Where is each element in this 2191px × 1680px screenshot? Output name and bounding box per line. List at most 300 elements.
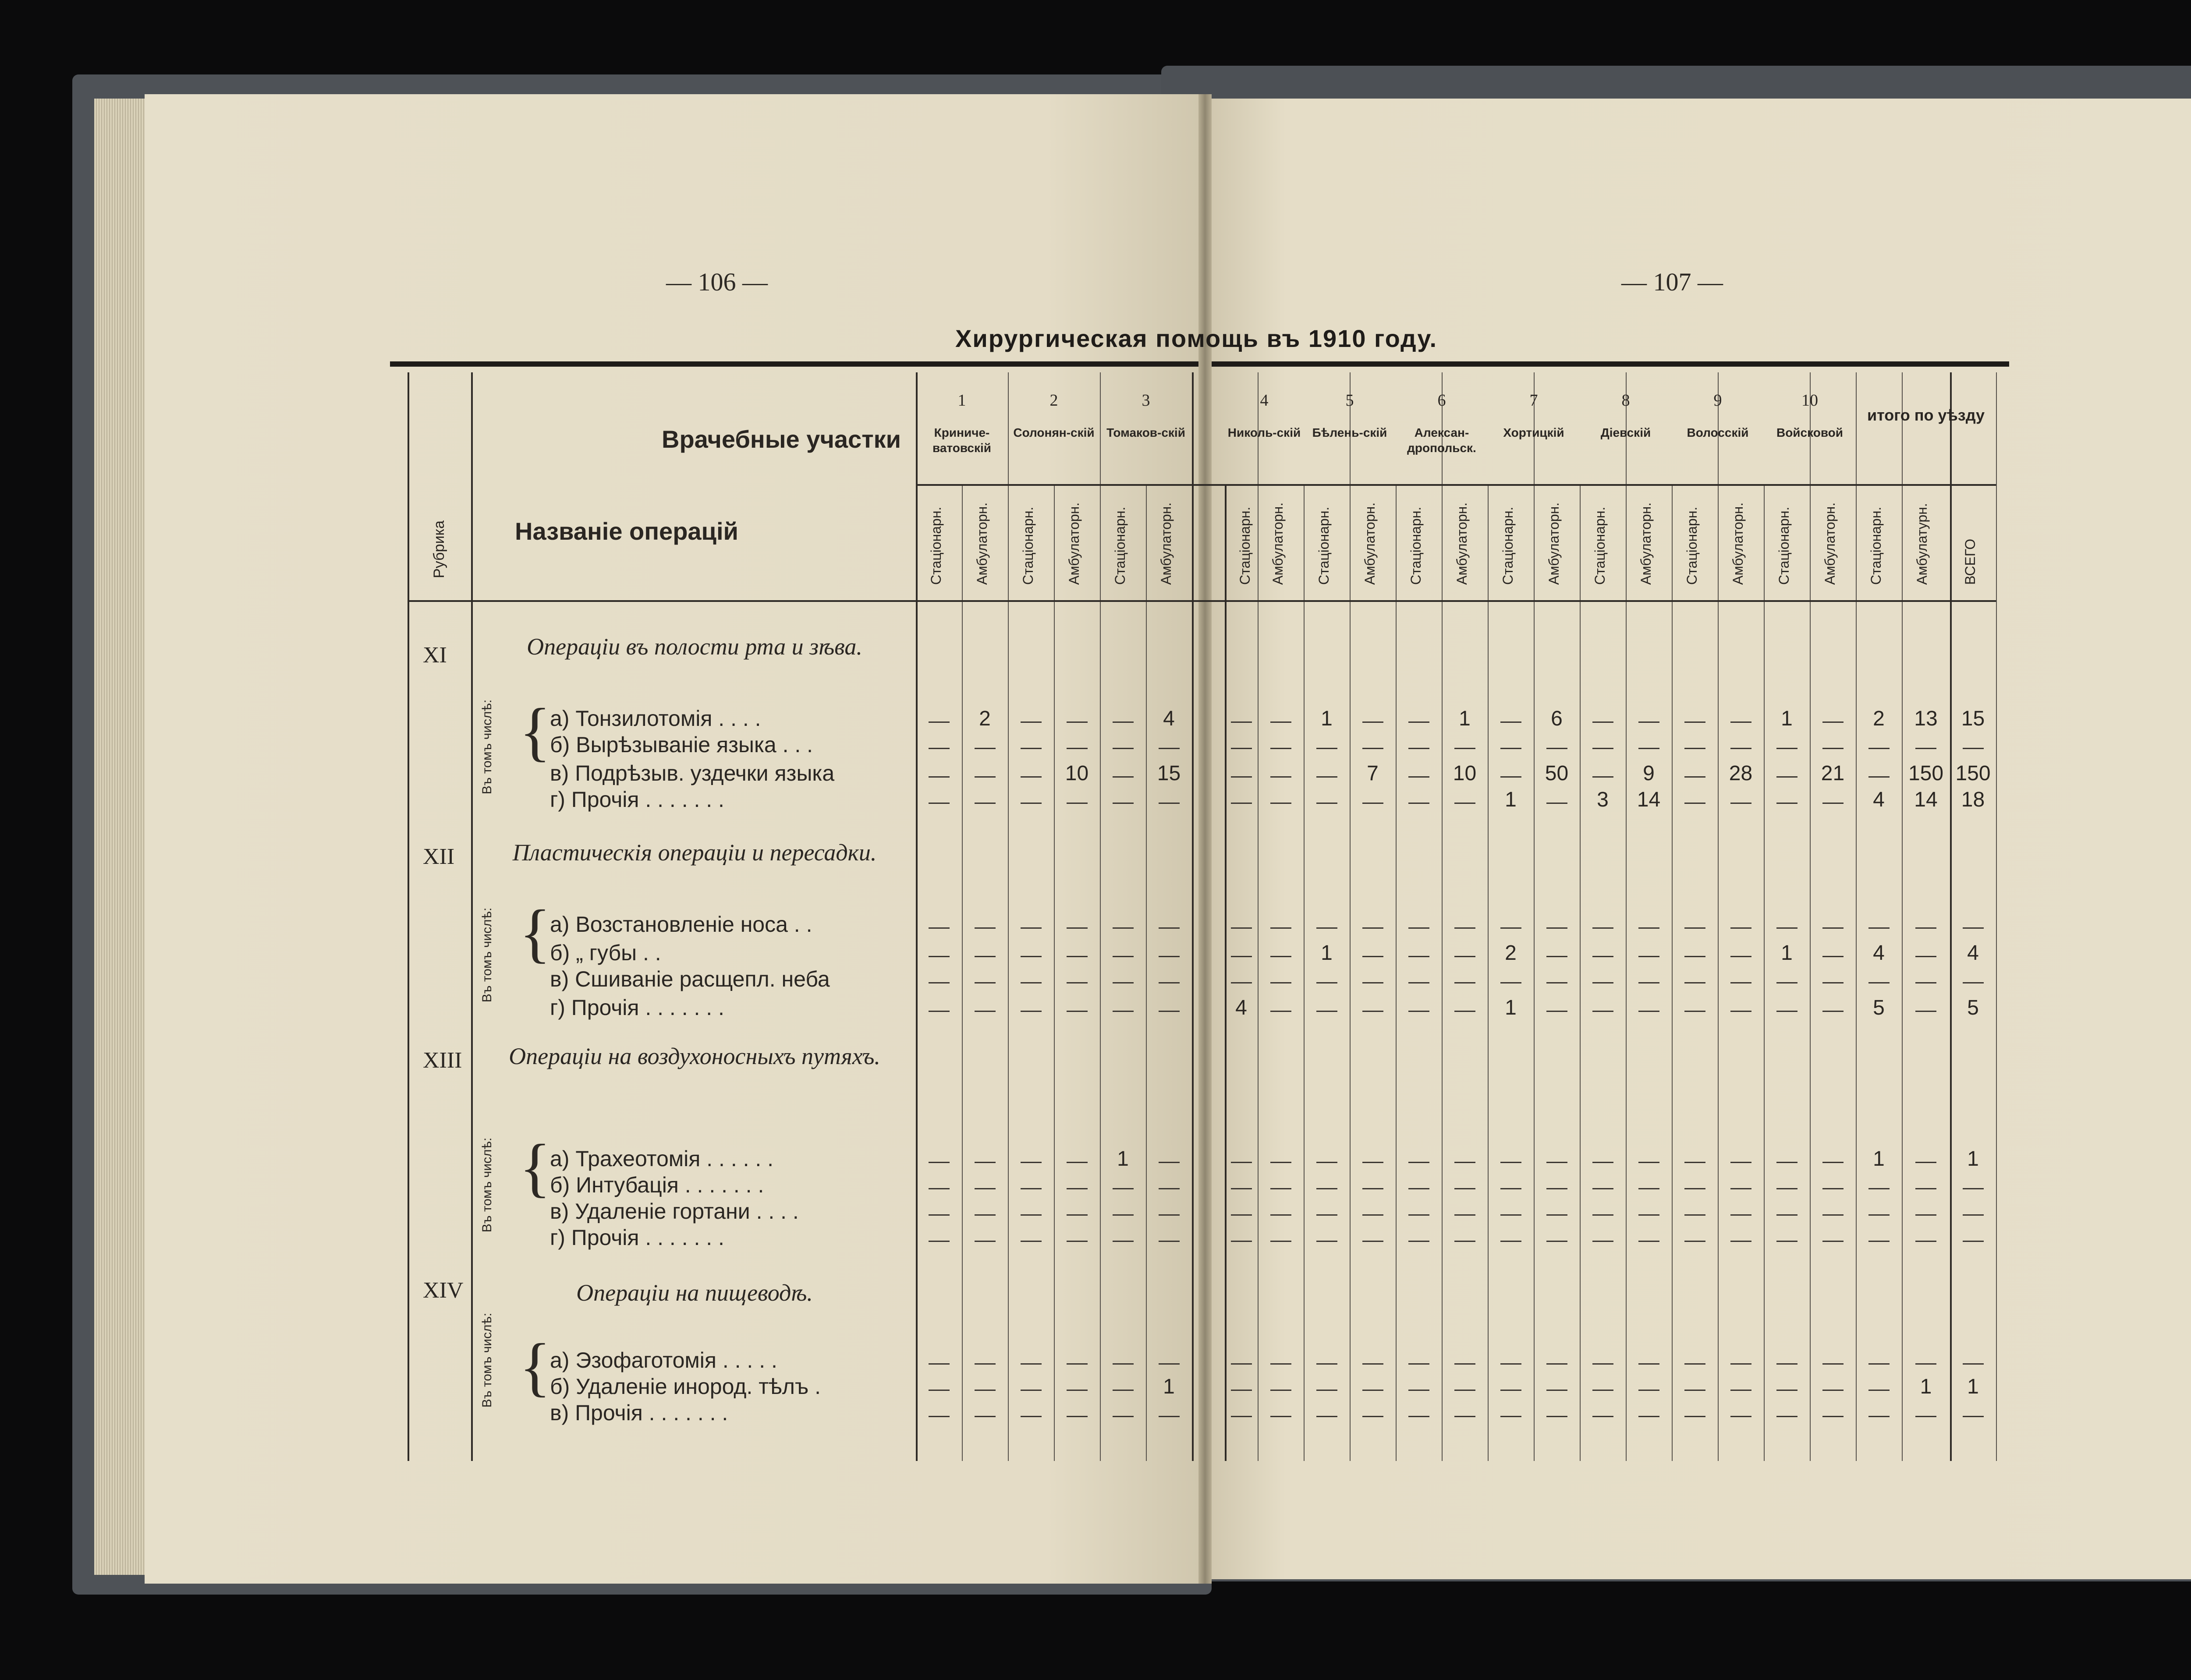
empty-cell-dash (1776, 748, 1797, 749)
empty-cell-dash (1730, 748, 1751, 749)
empty-cell-dash (1231, 1188, 1252, 1189)
empty-cell-dash (1021, 1390, 1042, 1391)
empty-cell-dash (1231, 1416, 1252, 1417)
empty-cell-dash (1021, 1011, 1042, 1012)
empty-cell-dash (1067, 1214, 1088, 1216)
header-operation-name: Названіе операцій (515, 517, 738, 545)
empty-cell-dash (1684, 1011, 1705, 1012)
empty-cell-dash (1316, 927, 1337, 929)
empty-cell-dash (1113, 1416, 1134, 1417)
table-cell: 1 (1873, 1147, 1885, 1171)
district-number: 4 (1260, 391, 1269, 410)
table-cell: 4 (1235, 996, 1247, 1019)
subcolumn-header: Стаціонарн. (1592, 506, 1608, 585)
table-cell: 1 (1967, 1375, 1979, 1398)
total-header: итого по уѣзду (1867, 406, 1985, 424)
empty-cell-dash (1362, 1416, 1383, 1417)
table-cell: 50 (1545, 762, 1569, 785)
district-number: 5 (1345, 391, 1354, 410)
empty-cell-dash (1592, 1214, 1613, 1216)
empty-cell-dash (1546, 1416, 1567, 1417)
empty-cell-dash (1915, 1363, 1936, 1365)
brace: { (519, 1131, 551, 1204)
empty-cell-dash (929, 1162, 950, 1163)
empty-cell-dash (1231, 748, 1252, 749)
empty-cell-dash (1684, 1162, 1705, 1163)
empty-cell-dash (1067, 927, 1088, 929)
table-cell: 1 (1781, 707, 1793, 730)
empty-cell-dash (1684, 1241, 1705, 1242)
district-name: Алексан-дропольск. (1407, 426, 1476, 455)
empty-cell-dash (1316, 1011, 1337, 1012)
empty-cell-dash (1316, 748, 1337, 749)
empty-cell-dash (1113, 776, 1134, 778)
empty-cell-dash (1684, 1214, 1705, 1216)
empty-cell-dash (1408, 1214, 1429, 1216)
empty-cell-dash (1231, 803, 1252, 804)
empty-cell-dash (1546, 1214, 1567, 1216)
empty-cell-dash (1822, 803, 1844, 804)
empty-cell-dash (1270, 927, 1291, 929)
empty-cell-dash (1067, 982, 1088, 983)
table-cell: 4 (1967, 941, 1979, 965)
table-cell: 15 (1157, 762, 1181, 785)
table-cell: 3 (1597, 788, 1609, 811)
brace: { (519, 897, 551, 969)
table-cell: 150 (1955, 762, 1991, 785)
operation-label: в) Сшиваніе расщепл. неба (550, 967, 830, 991)
empty-cell-dash (1500, 722, 1521, 723)
empty-cell-dash (1454, 1363, 1475, 1365)
table-cell: 10 (1065, 762, 1089, 785)
empty-cell-dash (1362, 748, 1383, 749)
column-line (1764, 484, 1765, 1461)
empty-cell-dash (1915, 1214, 1936, 1216)
table-cell: 28 (1729, 762, 1753, 785)
table-cell: 1 (1920, 1375, 1932, 1398)
empty-cell-dash (1316, 1363, 1337, 1365)
empty-cell-dash (1316, 1162, 1337, 1163)
district-name: Томаков-скій (1106, 426, 1185, 439)
empty-cell-dash (1316, 1390, 1337, 1391)
empty-cell-dash (1776, 1011, 1797, 1012)
empty-cell-dash (975, 748, 996, 749)
operation-label: в) Удаленіе гортани . . . . (550, 1199, 799, 1224)
subcolumn-header: Амбулаторн. (1362, 502, 1378, 585)
empty-cell-dash (1500, 1214, 1521, 1216)
empty-cell-dash (1684, 927, 1705, 929)
district-name: Хортицкій (1503, 426, 1564, 439)
empty-cell-dash (929, 1416, 950, 1417)
empty-cell-dash (1270, 956, 1291, 957)
empty-cell-dash (1270, 1214, 1291, 1216)
empty-cell-dash (1500, 748, 1521, 749)
right-page-number: — 107 — (1621, 268, 1723, 296)
empty-cell-dash (1730, 927, 1751, 929)
table-cell: 9 (1643, 762, 1655, 785)
empty-cell-dash (975, 1241, 996, 1242)
empty-cell-dash (1730, 1214, 1751, 1216)
empty-cell-dash (1868, 748, 1890, 749)
operation-label: а) Тонзилотомія . . . . (550, 706, 761, 731)
empty-cell-dash (1638, 1241, 1659, 1242)
empty-cell-dash (1730, 1241, 1751, 1242)
empty-cell-dash (1684, 748, 1705, 749)
empty-cell-dash (1592, 1188, 1613, 1189)
column-line (1626, 372, 1627, 1461)
empty-cell-dash (975, 1416, 996, 1417)
including-label: Въ томъ числѣ: (480, 699, 494, 795)
table-cell: 1 (1505, 996, 1517, 1019)
empty-cell-dash (1270, 1416, 1291, 1417)
empty-cell-dash (1592, 1241, 1613, 1242)
empty-cell-dash (1270, 1363, 1291, 1365)
empty-cell-dash (1362, 956, 1383, 957)
empty-cell-dash (929, 1214, 950, 1216)
empty-cell-dash (1113, 1214, 1134, 1216)
empty-cell-dash (929, 1011, 950, 1012)
column-line (1810, 372, 1811, 1461)
table-cell: 1 (1321, 707, 1333, 730)
subcolumn-header: Амбулаторн. (1822, 502, 1838, 585)
empty-cell-dash (1159, 1416, 1180, 1417)
subcolumn-header: Амбулатурн. (1914, 503, 1930, 585)
district-name: Николь-скій (1227, 426, 1301, 439)
empty-cell-dash (1113, 722, 1134, 723)
empty-cell-dash (1638, 982, 1659, 983)
table-cell: 18 (1961, 788, 1985, 811)
table-cell: 2 (1873, 707, 1885, 730)
empty-cell-dash (1915, 927, 1936, 929)
district-name: Криниче-ватовскій (932, 426, 991, 455)
empty-cell-dash (1408, 1162, 1429, 1163)
empty-cell-dash (1231, 1241, 1252, 1242)
empty-cell-dash (1500, 1188, 1521, 1189)
district-number: 2 (1049, 391, 1058, 410)
district-name: Бѣлень-скій (1312, 426, 1387, 439)
empty-cell-dash (1500, 982, 1521, 983)
operation-label: а) Трахеотомія . . . . . . (550, 1146, 774, 1171)
empty-cell-dash (1231, 722, 1252, 723)
empty-cell-dash (975, 1214, 996, 1216)
empty-cell-dash (1776, 1416, 1797, 1417)
empty-cell-dash (1822, 1214, 1844, 1216)
empty-cell-dash (1270, 1011, 1291, 1012)
empty-cell-dash (1159, 927, 1180, 929)
empty-cell-dash (1776, 776, 1797, 778)
empty-cell-dash (1868, 1416, 1890, 1417)
table-cell: 5 (1873, 996, 1885, 1019)
empty-cell-dash (1915, 982, 1936, 983)
empty-cell-dash (1592, 1011, 1613, 1012)
empty-cell-dash (975, 982, 996, 983)
empty-cell-dash (1067, 1390, 1088, 1391)
empty-cell-dash (1822, 982, 1844, 983)
empty-cell-dash (1408, 1390, 1429, 1391)
empty-cell-dash (1500, 1241, 1521, 1242)
subcolumn-header: Стаціонарн. (1112, 506, 1128, 585)
empty-cell-dash (1454, 1011, 1475, 1012)
page-title: Хирургическая помощь въ 1910 году. (955, 325, 1438, 352)
empty-cell-dash (1592, 927, 1613, 929)
empty-cell-dash (1362, 1363, 1383, 1365)
empty-cell-dash (1638, 1162, 1659, 1163)
district-number: 7 (1529, 391, 1538, 410)
empty-cell-dash (1067, 1241, 1088, 1242)
subcolumn-header: Амбулаторн. (974, 502, 990, 585)
empty-cell-dash (929, 982, 950, 983)
empty-cell-dash (1822, 1390, 1844, 1391)
empty-cell-dash (1638, 1363, 1659, 1365)
subcolumn-header: Стаціонарн. (1237, 506, 1253, 585)
table-cell: 21 (1821, 762, 1845, 785)
district-name: Войсковой (1776, 426, 1844, 439)
empty-cell-dash (1684, 1188, 1705, 1189)
column-line (1488, 484, 1489, 1461)
empty-cell-dash (1316, 1241, 1337, 1242)
empty-cell-dash (1454, 748, 1475, 749)
section-rubric: XI (423, 643, 447, 668)
empty-cell-dash (1408, 776, 1429, 778)
district-name: Волосскій (1687, 426, 1749, 439)
empty-cell-dash (1730, 1363, 1751, 1365)
empty-cell-dash (1638, 1416, 1659, 1417)
empty-cell-dash (1316, 1416, 1337, 1417)
including-label: Въ томъ числѣ: (480, 1137, 494, 1233)
subcolumn-header: ВСЕГО (1962, 538, 1978, 585)
subcolumn-header: Амбулаторн. (1270, 502, 1286, 585)
subcolumn-header: Амбулаторн. (1454, 502, 1470, 585)
district-number: 1 (957, 391, 966, 410)
empty-cell-dash (1592, 776, 1613, 778)
empty-cell-dash (1915, 1162, 1936, 1163)
rubric-divider (471, 372, 473, 1461)
operation-label: б) Удаленіе инород. тѣлъ . (550, 1374, 821, 1399)
empty-cell-dash (1316, 1214, 1337, 1216)
empty-cell-dash (1408, 927, 1429, 929)
empty-cell-dash (1915, 1241, 1936, 1242)
table-cell: 5 (1967, 996, 1979, 1019)
empty-cell-dash (1067, 1416, 1088, 1417)
table-cell: 1 (1163, 1375, 1175, 1398)
table-left-border (408, 372, 409, 1461)
empty-cell-dash (1362, 1011, 1383, 1012)
brace: { (519, 1330, 551, 1403)
empty-cell-dash (1963, 748, 1984, 749)
empty-cell-dash (1868, 1188, 1890, 1189)
empty-cell-dash (1159, 1162, 1180, 1163)
operation-label: б) Интубація . . . . . . . (550, 1173, 764, 1197)
operation-label: а) Эзофаготомія . . . . . (550, 1348, 777, 1372)
table-cell: 2 (979, 707, 991, 730)
empty-cell-dash (1270, 803, 1291, 804)
empty-cell-dash (1638, 1188, 1659, 1189)
column-line (1902, 372, 1903, 1461)
table-cell: 15 (1961, 707, 1985, 730)
header-rubric: Рубрика (431, 520, 447, 578)
empty-cell-dash (1021, 1416, 1042, 1417)
empty-cell-dash (1021, 722, 1042, 723)
table-cell: 14 (1914, 788, 1938, 811)
empty-cell-dash (1868, 927, 1890, 929)
empty-cell-dash (1915, 1011, 1936, 1012)
empty-cell-dash (1546, 927, 1567, 929)
subcolumn-header: Стаціонарн. (1684, 506, 1700, 585)
table-cell: 1 (1967, 1147, 1979, 1171)
table-cell: 6 (1551, 707, 1563, 730)
empty-cell-dash (1408, 1363, 1429, 1365)
empty-cell-dash (1113, 956, 1134, 957)
empty-cell-dash (1067, 1011, 1088, 1012)
empty-cell-dash (1638, 927, 1659, 929)
empty-cell-dash (1730, 1188, 1751, 1189)
empty-cell-dash (1963, 1188, 1984, 1189)
operation-label: г) Прочія . . . . . . . (550, 1225, 724, 1250)
empty-cell-dash (1159, 1188, 1180, 1189)
empty-cell-dash (1159, 1363, 1180, 1365)
section-rubric: XII (423, 844, 455, 869)
empty-cell-dash (1638, 748, 1659, 749)
empty-cell-dash (1408, 1241, 1429, 1242)
empty-cell-dash (1822, 748, 1844, 749)
empty-cell-dash (1730, 722, 1751, 723)
district-number: 10 (1801, 391, 1818, 410)
title-rule-left (390, 361, 1198, 367)
empty-cell-dash (1546, 748, 1567, 749)
subcolumn-header: Стаціонарн. (928, 506, 944, 585)
empty-cell-dash (1270, 1188, 1291, 1189)
subcolumn-header: Стаціонарн. (1020, 506, 1036, 585)
empty-cell-dash (1500, 1390, 1521, 1391)
empty-cell-dash (929, 776, 950, 778)
empty-cell-dash (1730, 982, 1751, 983)
empty-cell-dash (1730, 1390, 1751, 1391)
empty-cell-dash (1546, 1162, 1567, 1163)
empty-cell-dash (975, 1162, 996, 1163)
empty-cell-dash (1454, 803, 1475, 804)
empty-cell-dash (1159, 1214, 1180, 1216)
empty-cell-dash (1730, 1011, 1751, 1012)
empty-cell-dash (1776, 1188, 1797, 1189)
empty-cell-dash (975, 1011, 996, 1012)
subcolumn-header: Стаціонарн. (1776, 506, 1792, 585)
column-line (1396, 484, 1397, 1461)
empty-cell-dash (1776, 1390, 1797, 1391)
empty-cell-dash (1231, 982, 1252, 983)
section-title: Операціи на воздухоносныхъ путяхъ. (509, 1043, 880, 1069)
empty-cell-dash (1822, 1162, 1844, 1163)
column-line (1856, 372, 1857, 1461)
empty-cell-dash (1868, 1390, 1890, 1391)
section-title: Операціи на пищеводѣ. (576, 1280, 813, 1306)
column-line (1258, 372, 1259, 1461)
empty-cell-dash (1159, 748, 1180, 749)
empty-cell-dash (1963, 982, 1984, 983)
district-name: Діевскій (1600, 426, 1651, 439)
empty-cell-dash (1822, 1241, 1844, 1242)
empty-cell-dash (975, 927, 996, 929)
table-cell: 10 (1453, 762, 1477, 785)
empty-cell-dash (1159, 1241, 1180, 1242)
empty-cell-dash (1546, 1363, 1567, 1365)
table-cell: 1 (1321, 941, 1333, 965)
operation-label: в) Подрѣзыв. уздечки языка (550, 761, 835, 785)
empty-cell-dash (1684, 776, 1705, 778)
empty-cell-dash (1021, 1214, 1042, 1216)
empty-cell-dash (1454, 1188, 1475, 1189)
subcolumn-header: Стаціонарн. (1408, 506, 1424, 585)
empty-cell-dash (1454, 982, 1475, 983)
column-line (1146, 484, 1147, 1461)
subcolumn-header: Амбулаторн. (1546, 502, 1562, 585)
empty-cell-dash (1592, 1162, 1613, 1163)
empty-cell-dash (1868, 1214, 1890, 1216)
empty-cell-dash (1362, 1390, 1383, 1391)
column-line (1718, 372, 1719, 1461)
including-label: Въ томъ числѣ: (480, 907, 494, 1003)
empty-cell-dash (1067, 1363, 1088, 1365)
empty-cell-dash (1362, 722, 1383, 723)
empty-cell-dash (1868, 982, 1890, 983)
empty-cell-dash (1316, 776, 1337, 778)
empty-cell-dash (1113, 927, 1134, 929)
empty-cell-dash (1270, 1241, 1291, 1242)
column-line (1580, 484, 1581, 1461)
empty-cell-dash (1915, 1416, 1936, 1417)
empty-cell-dash (1454, 1214, 1475, 1216)
empty-cell-dash (1963, 927, 1984, 929)
empty-cell-dash (1776, 1363, 1797, 1365)
empty-cell-dash (1159, 1011, 1180, 1012)
empty-cell-dash (1316, 982, 1337, 983)
empty-cell-dash (1021, 1162, 1042, 1163)
book-gutter (1198, 94, 1212, 1584)
empty-cell-dash (1408, 982, 1429, 983)
empty-cell-dash (1592, 1416, 1613, 1417)
table-cell: 4 (1873, 788, 1885, 811)
empty-cell-dash (1776, 803, 1797, 804)
empty-cell-dash (1592, 722, 1613, 723)
empty-cell-dash (929, 1241, 950, 1242)
title-rule-right (1212, 361, 2009, 367)
empty-cell-dash (1067, 748, 1088, 749)
empty-cell-dash (1067, 722, 1088, 723)
empty-cell-dash (1684, 803, 1705, 804)
empty-cell-dash (1454, 1390, 1475, 1391)
empty-cell-dash (975, 776, 996, 778)
empty-cell-dash (1546, 1241, 1567, 1242)
table-cell: 1 (1459, 707, 1471, 730)
empty-cell-dash (1362, 803, 1383, 804)
empty-cell-dash (1684, 956, 1705, 957)
empty-cell-dash (1776, 982, 1797, 983)
empty-cell-dash (1021, 982, 1042, 983)
empty-cell-dash (1638, 1390, 1659, 1391)
empty-cell-dash (1963, 1416, 1984, 1417)
column-line (1350, 372, 1351, 1461)
empty-cell-dash (1592, 982, 1613, 983)
empty-cell-dash (1231, 956, 1252, 957)
header-bottom-line (408, 600, 1996, 602)
column-line (1054, 484, 1055, 1461)
empty-cell-dash (1592, 1390, 1613, 1391)
empty-cell-dash (1316, 803, 1337, 804)
empty-cell-dash (1362, 982, 1383, 983)
empty-cell-dash (1500, 776, 1521, 778)
empty-cell-dash (929, 956, 950, 957)
subcolumn-header: Стаціонарн. (1500, 506, 1516, 585)
header-districts: Врачебные участки (662, 425, 901, 453)
